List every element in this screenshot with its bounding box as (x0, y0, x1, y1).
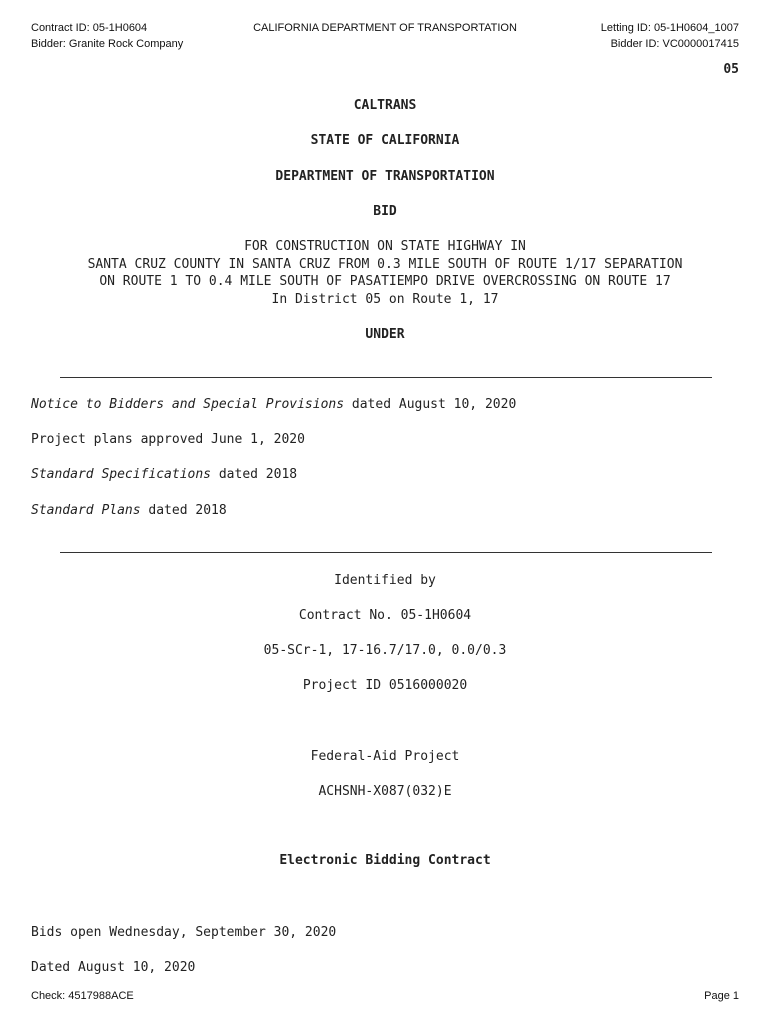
under-label: UNDER (365, 327, 405, 342)
title-caltrans: CALTRANS (353, 98, 417, 113)
doc-specs-title: Standard Specifications (31, 467, 212, 482)
header-agency: CALIFORNIA DEPARTMENT OF TRANSPORTATION (253, 22, 517, 34)
description-line-4: In District 05 on Route 1, 17 (271, 291, 499, 307)
divider-bottom (60, 552, 712, 553)
dated: Dated August 10, 2020 (31, 960, 196, 975)
doc-std-plans-date: dated 2018 (140, 503, 227, 518)
divider-top (60, 377, 712, 378)
bidder-name: Bidder: Granite Rock Company (31, 38, 184, 50)
bids-open: Bids open Wednesday, September 30, 2020 (31, 925, 337, 940)
doc-notice-date: dated August 10, 2020 (344, 397, 517, 412)
project-id: Project ID 0516000020 (302, 678, 468, 693)
contract-id: Contract ID: 05-1H0604 (31, 22, 148, 34)
letting-id: Letting ID: 05-1H0604_1007 (600, 22, 739, 34)
title-state: STATE OF CALIFORNIA (310, 133, 460, 148)
location-code: 05-SCr-1, 17-16.7/17.0, 0.0/0.3 (263, 643, 507, 658)
doc-notice-title: Notice to Bidders and Special Provisions (31, 397, 345, 412)
title-bid: BID (373, 204, 397, 219)
description-line-1: FOR CONSTRUCTION ON STATE HIGHWAY IN (244, 239, 526, 254)
doc-std-plans (31, 502, 227, 519)
doc-specs (31, 466, 297, 483)
description-line-3: ON ROUTE 1 TO 0.4 MILE SOUTH OF PASATIEMPO DRIVE OVERCROSSING ON ROUTE 17 (99, 274, 671, 289)
bidder-id: Bidder ID: VC0000017415 (610, 38, 739, 50)
doc-notice (31, 396, 516, 413)
doc-specs-date: dated 2018 (211, 467, 298, 482)
federal-aid-label: Federal-Aid Project (310, 749, 460, 764)
federal-aid-number: ACHSNH-X087(032)E (318, 784, 452, 799)
identified-by: Identified by (334, 573, 436, 588)
doc-plans: Project plans approved June 1, 2020 (31, 432, 305, 447)
contract-number: Contract No. 05-1H0604 (298, 608, 472, 623)
title-department: DEPARTMENT OF TRANSPORTATION (275, 169, 495, 184)
doc-std-plans-title: Standard Plans (31, 503, 141, 518)
description-line-2: SANTA CRUZ COUNTY IN SANTA CRUZ FROM 0.3 MILE SOUTH OF ROUTE 1/17 SEPARATION (87, 256, 683, 272)
page-code: 05 (723, 62, 739, 77)
footer-check: Check: 4517988ACE (31, 990, 134, 1002)
footer-page: Page 1 (704, 990, 739, 1002)
electronic-bidding: Electronic Bidding Contract (279, 853, 491, 868)
header-right (601, 20, 739, 52)
